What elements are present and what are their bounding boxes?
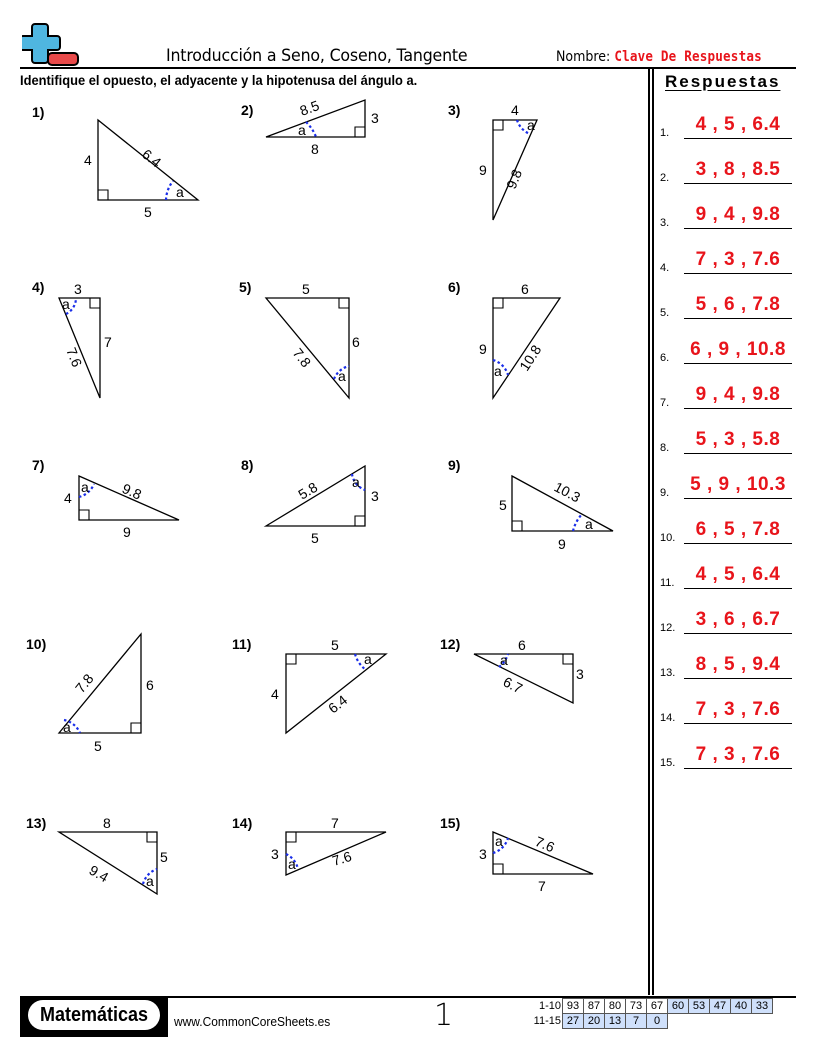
answer-value: 8 , 5 , 9.4 [695, 654, 781, 675]
svg-text:3: 3 [371, 110, 379, 126]
problem-15 [440, 815, 593, 894]
problem-14 [232, 815, 386, 875]
svg-text:5): 5) [239, 279, 252, 295]
svg-text:6.7: 6.7 [500, 673, 526, 697]
problem-11 [232, 636, 386, 733]
column-divider [648, 67, 650, 995]
answer-line [684, 678, 792, 680]
svg-text:9: 9 [479, 162, 487, 178]
answer-value: 9 , 4 , 9.8 [695, 204, 781, 225]
svg-text:7.8: 7.8 [71, 670, 97, 696]
answer-line [684, 228, 792, 230]
svg-text:a: a [288, 856, 296, 872]
svg-text:8): 8) [241, 457, 254, 473]
svg-text:5: 5 [331, 637, 339, 653]
svg-text:6: 6 [146, 677, 154, 693]
problem-10 [26, 634, 154, 754]
svg-text:6.4: 6.4 [139, 145, 165, 171]
score-row-11-15: 11-15 27 20 13 7 0 [522, 1014, 773, 1029]
svg-text:9: 9 [558, 536, 566, 552]
svg-text:6): 6) [448, 279, 461, 295]
answer-value: 6 , 5 , 7.8 [695, 519, 781, 540]
problem-8 [241, 457, 379, 546]
problem-5 [239, 279, 360, 398]
svg-text:3: 3 [371, 488, 379, 504]
svg-text:9: 9 [123, 524, 131, 540]
svg-text:a: a [146, 873, 154, 889]
svg-text:7.8: 7.8 [289, 344, 315, 371]
svg-text:a: a [63, 719, 71, 735]
svg-text:6: 6 [352, 334, 360, 350]
svg-text:7: 7 [331, 815, 339, 831]
page-number: 1 [434, 998, 454, 1033]
svg-text:7: 7 [104, 334, 112, 350]
svg-text:9): 9) [448, 457, 461, 473]
answer-line [684, 768, 792, 770]
svg-text:3: 3 [271, 846, 279, 862]
brand-logo: Matemáticas [28, 1000, 160, 1030]
svg-text:7: 7 [538, 878, 546, 894]
answer-row: 1. 4 , 5 , 6.4 [660, 109, 792, 139]
answer-row: 11. 4 , 5 , 6.4 [660, 559, 792, 589]
svg-text:a: a [176, 184, 184, 200]
answer-line [684, 138, 792, 140]
svg-text:a: a [352, 474, 360, 490]
svg-text:9: 9 [479, 341, 487, 357]
svg-text:8: 8 [311, 141, 319, 157]
svg-text:4: 4 [84, 152, 92, 168]
svg-text:10): 10) [26, 636, 47, 652]
svg-text:5: 5 [311, 530, 319, 546]
svg-text:6: 6 [518, 637, 526, 653]
problem-9 [448, 457, 613, 552]
svg-text:12): 12) [440, 636, 461, 652]
answer-line [684, 318, 792, 320]
problem-1 [32, 104, 198, 220]
problem-label: 1) [32, 104, 45, 120]
svg-text:4: 4 [64, 490, 72, 506]
svg-text:14): 14) [232, 815, 253, 831]
answer-row: 5. 5 , 6 , 7.8 [660, 289, 792, 319]
answer-value: 7 , 3 , 7.6 [695, 249, 781, 270]
answer-value: 7 , 3 , 7.6 [695, 699, 781, 720]
problem-3 [448, 102, 537, 220]
answer-row: 3. 9 , 4 , 9.8 [660, 199, 792, 229]
answers-title: Respuestas [665, 72, 781, 91]
svg-text:a: a [585, 516, 593, 532]
answer-line [684, 273, 792, 275]
answer-row: 14. 7 , 3 , 7.6 [660, 694, 792, 724]
svg-text:a: a [298, 122, 306, 138]
answer-value: 9 , 4 , 9.8 [695, 384, 781, 405]
answer-line [684, 723, 792, 725]
svg-text:9.4: 9.4 [86, 861, 112, 886]
problem-2 [241, 97, 379, 157]
answer-row: 13. 8 , 5 , 9.4 [660, 649, 792, 679]
answer-value: 5 , 6 , 7.8 [695, 294, 781, 315]
answer-line [684, 498, 792, 500]
svg-text:5: 5 [160, 849, 168, 865]
answer-line [684, 633, 792, 635]
svg-text:a: a [500, 652, 508, 668]
svg-text:7.6: 7.6 [330, 847, 354, 869]
name-label: Nombre: [556, 49, 611, 65]
answer-row: 12. 3 , 6 , 6.7 [660, 604, 792, 634]
svg-text:4): 4) [32, 279, 45, 295]
problem-7 [32, 457, 179, 540]
svg-text:9.8: 9.8 [502, 167, 526, 192]
svg-text:a: a [495, 833, 503, 849]
svg-text:13): 13) [26, 815, 47, 831]
answer-line [684, 588, 792, 590]
svg-text:5: 5 [94, 738, 102, 754]
answer-row: 7. 9 , 4 , 9.8 [660, 379, 792, 409]
svg-text:15): 15) [440, 815, 461, 831]
svg-text:6.4: 6.4 [324, 691, 351, 717]
svg-text:10.8: 10.8 [516, 342, 545, 374]
score-row-1-10: 1-10 93 87 80 73 67 60 53 47 40 33 [522, 999, 773, 1014]
svg-text:5: 5 [144, 204, 152, 220]
answer-row: 4. 7 , 3 , 7.6 [660, 244, 792, 274]
answer-row: 8. 5 , 3 , 5.8 [660, 424, 792, 454]
problem-12 [440, 636, 584, 703]
problem-6 [448, 279, 560, 398]
answer-line [684, 408, 792, 410]
page-title: Introducción a Seno, Coseno, Tangente [166, 46, 468, 66]
instructions: Identifique el opuesto, el adyacente y la hipotenusa del ángulo a. [20, 72, 418, 88]
answer-line [684, 453, 792, 455]
svg-text:a: a [81, 479, 89, 495]
svg-text:3: 3 [74, 281, 82, 297]
svg-text:5: 5 [499, 497, 507, 513]
name-value: Clave De Respuestas [614, 49, 762, 65]
answer-line [684, 183, 792, 185]
svg-text:a: a [527, 117, 535, 133]
svg-text:7.6: 7.6 [63, 345, 86, 370]
svg-text:8.5: 8.5 [297, 97, 322, 119]
svg-text:7.6: 7.6 [532, 833, 558, 856]
svg-text:a: a [494, 363, 502, 379]
answer-value: 7 , 3 , 7.6 [695, 744, 781, 765]
column-divider [652, 67, 654, 995]
answer-value: 6 , 9 , 10.8 [690, 339, 786, 360]
svg-text:8: 8 [103, 815, 111, 831]
svg-text:10.3: 10.3 [551, 478, 584, 506]
svg-text:6: 6 [521, 281, 529, 297]
answer-value: 4 , 5 , 6.4 [695, 564, 781, 585]
answer-row: 15. 7 , 3 , 7.6 [660, 739, 792, 769]
svg-text:4: 4 [511, 102, 519, 118]
svg-text:a: a [62, 296, 70, 312]
svg-text:3): 3) [448, 102, 461, 118]
answer-value: 3 , 6 , 6.7 [695, 609, 781, 630]
problem-4 [32, 279, 112, 398]
svg-text:a: a [364, 651, 372, 667]
svg-text:4: 4 [271, 686, 279, 702]
problem-13 [26, 815, 168, 894]
svg-text:5.8: 5.8 [295, 478, 321, 503]
svg-text:2): 2) [241, 102, 254, 118]
website-link[interactable]: www.CommonCoreSheets.es [174, 1014, 331, 1029]
svg-text:11): 11) [232, 636, 252, 652]
svg-text:7): 7) [32, 457, 45, 473]
answer-row: 6. 6 , 9 , 10.8 [660, 334, 792, 364]
score-table [522, 998, 773, 1029]
svg-text:3: 3 [479, 846, 487, 862]
answer-value: 5 , 9 , 10.3 [690, 474, 786, 495]
answer-row: 9. 5 , 9 , 10.3 [660, 469, 792, 499]
answer-value: 5 , 3 , 5.8 [695, 429, 781, 450]
svg-text:5: 5 [302, 281, 310, 297]
answer-line [684, 543, 792, 545]
answer-value: 4 , 5 , 6.4 [695, 114, 781, 135]
svg-text:3: 3 [576, 666, 584, 682]
svg-text:9.8: 9.8 [119, 480, 145, 503]
svg-text:a: a [338, 368, 346, 384]
answer-row: 10. 6 , 5 , 7.8 [660, 514, 792, 544]
answer-value: 3 , 8 , 8.5 [695, 159, 781, 180]
angle-arc-icon [166, 181, 173, 200]
answer-line [684, 363, 792, 365]
answer-row: 2. 3 , 8 , 8.5 [660, 154, 792, 184]
